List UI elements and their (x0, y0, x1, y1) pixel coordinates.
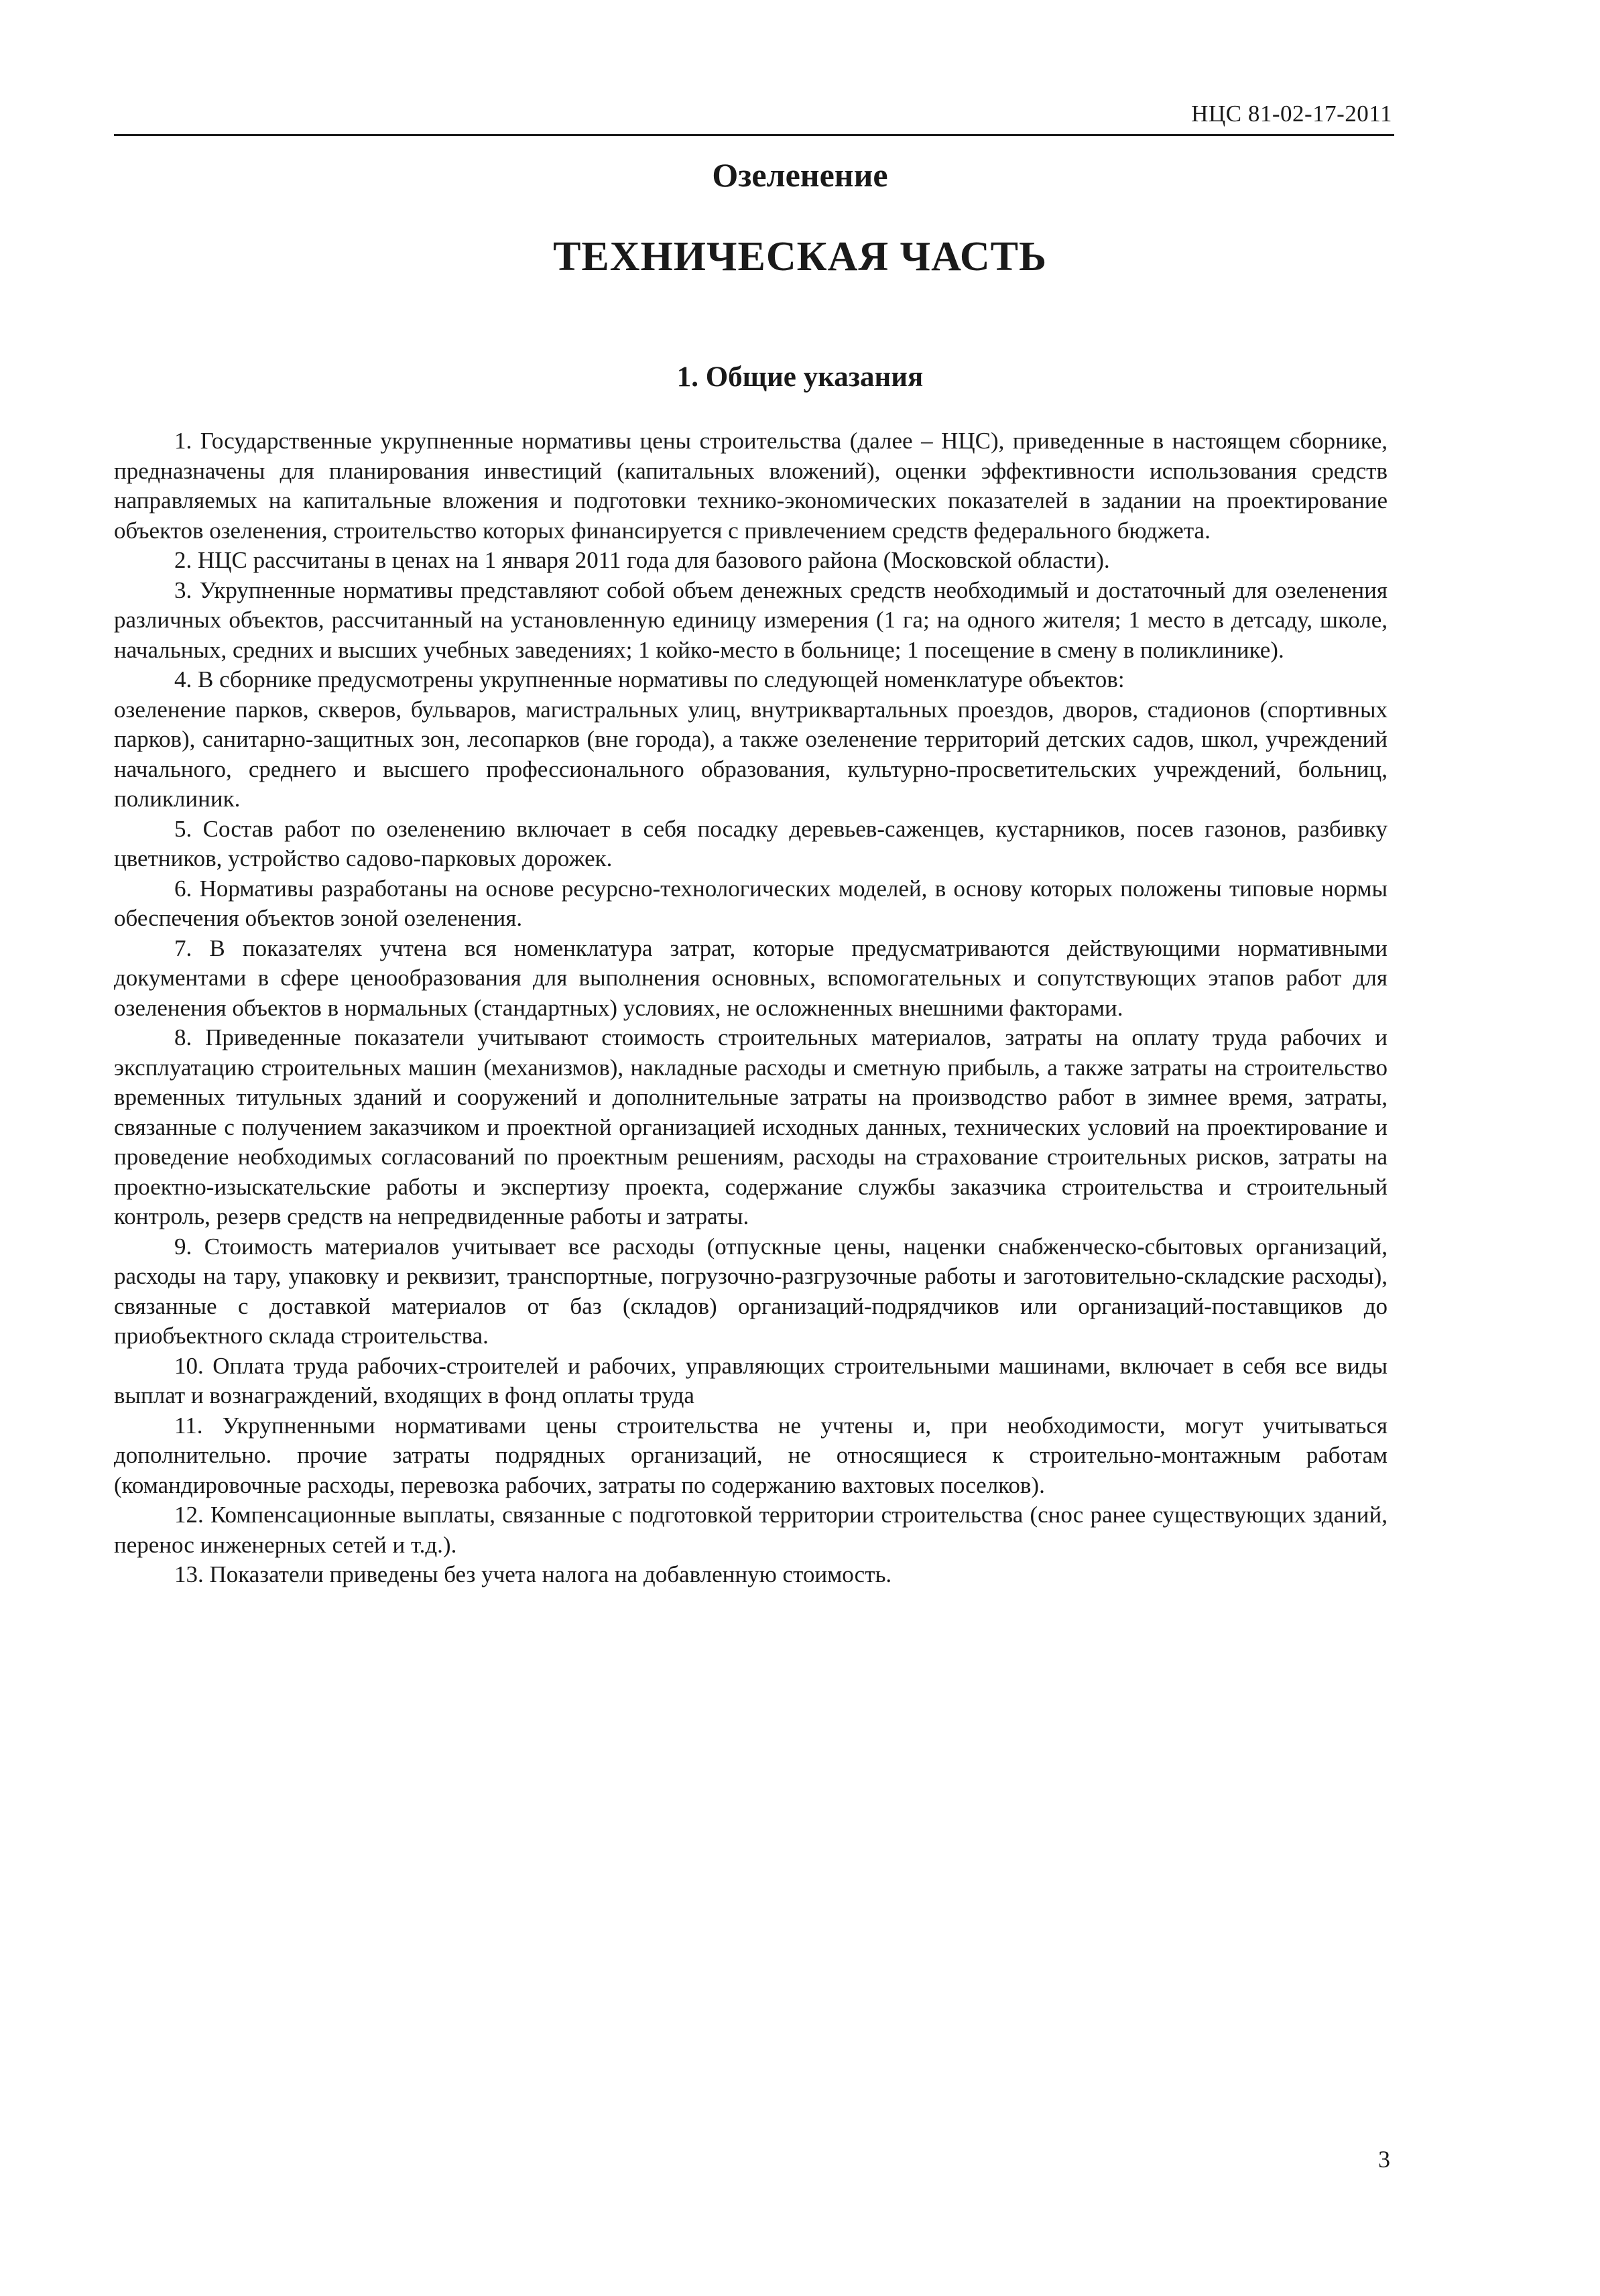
part-title: ТЕХНИЧЕСКАЯ ЧАСТЬ (553, 234, 1047, 280)
paragraph-11: 11. Укрупненными нормативами цены строительства не учтены и, при необходимости, могут учитываться дополнительно. прочие затраты подрядных организаций, не относящиеся к строительно-монтажным работам (командировочные расходы, перевозка рабочих, затраты по содержанию вахтовых поселков). (114, 1412, 1388, 1498)
paragraph-1: 1. Государственные укрупненные нормативы цены строительства (далее – НЦС), приведенные в настоящем сборнике, предназначены для планирования инвестиций (капитальных вложений), оценки эффективности использования средств направляемых на капитальные вложения и подготовки технико-экономических показателей в задании на проектирование объектов озеленения, строительство которых финансируется с привлечением средств федерального бюджета. (114, 428, 1388, 544)
page-number: 3 (1378, 2146, 1390, 2173)
paragraph-3: 3. Укрупненные нормативы представляют собой объем денежных средств необходимый и достаточный для озеленения различных объектов, рассчитанный на установленную единицу измерения (1 га; на одного жителя; 1 место в детсаду, школе, начальных, средних и высших учебных заведениях; 1 койко-место в больнице; 1 посещение в смену в поликлинике). (114, 577, 1388, 663)
body-text (114, 426, 1388, 1590)
paragraph-2: 2. НЦС рассчитаны в ценах на 1 января 2011 года для базового района (Московской области). (174, 547, 1110, 573)
subsection-title: 1. Общие указания (676, 361, 924, 393)
paragraph-6: 6. Нормативы разработаны на основе ресурсно-технологических моделей, в основу которых положены типовые нормы обеспечения объектов зоной озеленения. (114, 875, 1388, 931)
paragraph-7: 7. В показателях учтена вся номенклатура затрат, которые предусматриваются действующими нормативными документами в сфере ценообразования для выполнения основных, вспомогательных и сопутствующих этапов работ для озеленения объектов в нормальных (стандартных) условиях, не осложненных внешними факторами. (114, 934, 1388, 1021)
paragraph-13: 13. Показатели приведены без учета налога на добавленную стоимость. (174, 1561, 892, 1587)
paragraph-9: 9. Стоимость материалов учитывает все расходы (отпускные цены, наценки снабженческо-сбытовых организаций, расходы на тару, упаковку и реквизит, транспортные, погрузочно-разгрузочные работы и заготовительно-складские расходы), связанные с доставкой материалов от баз (складов) организаций-подрядчиков или организаций-поставщиков до приобъектного склада строительства. (114, 1233, 1388, 1349)
paragraph-4: 4. В сборнике предусмотрены укрупненные нормативы по следующей номенклатуре объектов: (174, 666, 1125, 692)
paragraph-5: 5. Состав работ по озеленению включает в себя посадку деревьев-саженцев, кустарников, посев газонов, разбивку цветников, устройство садово-парковых дорожек. (114, 815, 1388, 871)
section-title: Озеленение (712, 156, 888, 194)
paragraph-8: 8. Приведенные показатели учитывают стоимость строительных материалов, затраты на оплату труда рабочих и эксплуатацию строительных машин (механизмов), накладные расходы и сметную прибыль, а также затраты на строительство временных титульных зданий и сооружений и дополнительные затраты на производство работ в зимнее время, затраты, связанные с получением заказчиком и проектной организацией исходных данных, технических условий на проектирование и проведение необходимых согласований по проектным решениям, расходы на страхование строительных рисков, затраты на проектно-изыскательские работы и экспертизу проекта, содержание службы заказчика строительства и строительный контроль, резерв средств на непредвиденные работы и затраты. (114, 1024, 1388, 1229)
paragraph-10: 10. Оплата труда рабочих-строителей и рабочих, управляющих строительными машинами, включает в себя все виды выплат и вознаграждений, входящих в фонд оплаты труда (114, 1352, 1388, 1408)
header-divider (114, 134, 1394, 136)
paragraph-4-list: озеленение парков, скверов, бульваров, магистральных улиц, внутриквартальных проездов, дворов, стадионов (спортивных парков), санитарно-защитных зон, лесопарков (вне города), а также озеленение территорий детских садов, школ, учреждений начального, среднего и высшего профессионального образования, культурно-просветительских учреждений, больниц, поликлиник. (114, 696, 1388, 812)
document-code: НЦС 81-02-17-2011 (1191, 101, 1392, 127)
paragraph-12: 12. Компенсационные выплаты, связанные с подготовкой территории строительства (снос ранее существующих зданий, перенос инженерных сетей и т.д.). (114, 1502, 1388, 1558)
